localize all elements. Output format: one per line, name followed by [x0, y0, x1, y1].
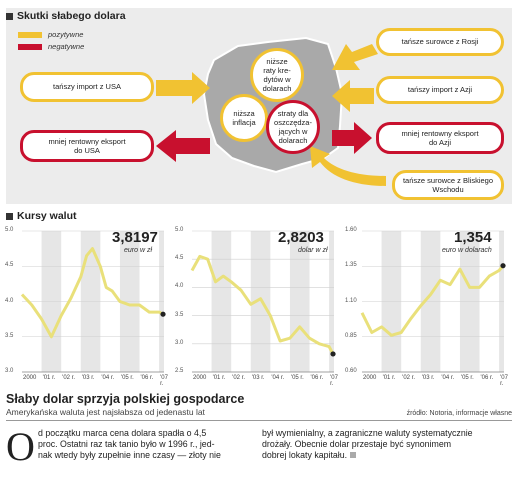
- last-value-dot: [330, 351, 335, 356]
- circle-savers-loss: [266, 100, 320, 154]
- legend-negative-swatch: [18, 44, 42, 50]
- box-export-usa-line2: do USA: [74, 146, 100, 155]
- divider: [6, 420, 512, 421]
- last-value-dot: [160, 312, 165, 317]
- circle-loan-rates-label: [263, 57, 292, 93]
- unit-label: euro w dolarach: [442, 247, 492, 254]
- chart-eur-pln: [4, 223, 170, 386]
- y-tick-label: 4.0: [5, 297, 14, 304]
- arrow-raw-russia: [332, 44, 378, 70]
- box-export-asia: [376, 122, 504, 154]
- article-title: Słaby dolar sprzyja polskiej gospodarce: [6, 392, 245, 406]
- chart-eur-usd: [344, 223, 510, 386]
- x-tick-label: '05 r.: [460, 375, 474, 381]
- circle-inflation-line1: niższa: [233, 109, 255, 118]
- rates-header-label: Kursy walut: [17, 210, 77, 222]
- circle-loan-rates-line1: niższe: [266, 57, 288, 66]
- y-tick-label: 5.0: [5, 227, 14, 233]
- circle-loan-rates-line3: dytów w: [263, 75, 291, 84]
- x-tick-label: '07 r.: [160, 375, 168, 387]
- current-value-label: 3,8197: [112, 229, 158, 246]
- chart-usd-pln: [174, 223, 340, 386]
- header-square-icon: [6, 13, 13, 20]
- y-tick-label: 0.85: [345, 332, 357, 339]
- col1-line-3: nak wtedy były zupełnie inne czasy — złoty nie: [38, 450, 221, 460]
- arrow-export-usa: [156, 130, 210, 162]
- x-tick-label: '02 r.: [62, 375, 75, 381]
- x-tick-label: '01 r.: [212, 375, 226, 381]
- y-tick-label: 1.60: [345, 227, 357, 233]
- source-note: źródło: Notoria, informacje własne: [406, 410, 512, 417]
- end-mark-icon: [350, 452, 356, 458]
- circle-loan-rates-line2: raty kre-: [263, 66, 291, 75]
- circle-inflation: [220, 94, 268, 142]
- effects-header-label: Skutki słabego dolara: [17, 10, 126, 22]
- x-tick-label: '04 r.: [101, 375, 115, 381]
- box-export-asia-line2: do Azji: [428, 138, 452, 147]
- x-tick-label: '07 r.: [330, 375, 338, 387]
- y-tick-label: 3.0: [5, 368, 14, 374]
- box-raw-middle-east: [392, 170, 504, 200]
- circle-loan-rates-line4: dolarach: [262, 84, 292, 93]
- box-import-usa-label: tańszy import z USA: [53, 82, 121, 92]
- box-export-usa-line1: mniej rentowny eksport: [48, 136, 126, 146]
- y-tick-label: 3.5: [5, 332, 14, 339]
- box-import-asia: [376, 76, 504, 104]
- box-raw-middle-east-label: [403, 176, 493, 195]
- y-tick-label: 0.60: [345, 368, 357, 374]
- legend-positive-swatch: [18, 32, 42, 38]
- circle-inflation-line2: inflacja: [232, 118, 256, 127]
- x-tick-label: 2000: [193, 375, 207, 381]
- box-raw-me-line1: tańsze surowce z Bliskiego: [402, 175, 494, 185]
- legend-positive-label: pozytywne: [48, 30, 84, 39]
- arrow-import-usa: [156, 72, 210, 104]
- unit-label: euro w zł: [124, 247, 153, 254]
- x-tick-label: '02 r.: [402, 375, 415, 381]
- article-column-1: [38, 428, 248, 461]
- y-tick-label: 4.5: [175, 255, 184, 262]
- col2-line-3-text: dobrej lokaty kapitału.: [262, 450, 348, 460]
- y-tick-label: 3.5: [175, 311, 184, 318]
- box-raw-me-line2: Wschodu: [432, 185, 464, 194]
- current-value-label: 1,354: [454, 229, 492, 246]
- circle-savers-line1: straty dla: [277, 109, 309, 118]
- article-column-2: [262, 428, 512, 461]
- effects-panel: [6, 8, 512, 204]
- y-tick-label: 4.0: [175, 283, 184, 290]
- year-band: [212, 231, 232, 372]
- legend-negative-label: negatywne: [48, 42, 85, 51]
- x-tick-label: '02 r.: [232, 375, 245, 381]
- y-tick-label: 4.5: [5, 262, 14, 269]
- x-tick-label: 2000: [23, 375, 37, 381]
- x-tick-label: '04 r.: [271, 375, 285, 381]
- col2-line-2: drożały. Obecnie dolar przestaje być synonimem: [262, 439, 452, 449]
- x-tick-label: '05 r.: [290, 375, 304, 381]
- x-tick-label: '05 r.: [120, 375, 134, 381]
- box-export-asia-line1: mniej rentowny eksport: [401, 128, 479, 138]
- last-value-dot: [500, 263, 505, 268]
- x-tick-label: '01 r.: [382, 375, 396, 381]
- col1-line-1: d początku marca cena dolara spadła o 4,5: [38, 428, 207, 438]
- col1-line-2: proc. Ostatni raz tak tanio było w 1996 r., jed-: [38, 439, 215, 449]
- box-export-usa-label: [48, 137, 125, 156]
- circle-inflation-label: [232, 109, 255, 127]
- circle-savers-line2: oszczędza-: [274, 118, 312, 127]
- legend-positive: [18, 30, 83, 39]
- box-raw-russia: [376, 28, 504, 56]
- y-tick-label: 1.35: [345, 262, 357, 269]
- box-import-asia-label: tańszy import z Azji: [407, 85, 473, 95]
- circle-savers-line3: jących w: [278, 127, 308, 136]
- y-tick-label: 2.5: [175, 368, 184, 374]
- col2-line-3: [262, 450, 512, 461]
- y-tick-label: 3.0: [175, 339, 184, 346]
- x-tick-label: '03 r.: [251, 375, 265, 381]
- legend-negative: [18, 42, 84, 51]
- x-tick-label: '01 r.: [42, 375, 56, 381]
- circle-savers-line4: dolarach: [278, 136, 308, 145]
- y-tick-label: 5.0: [175, 227, 184, 233]
- current-value-label: 2,8203: [278, 229, 324, 246]
- arrow-raw-middle-east: [310, 146, 386, 186]
- x-tick-label: '06 r.: [140, 375, 154, 381]
- x-tick-label: '06 r.: [480, 375, 494, 381]
- box-export-usa: [20, 130, 154, 162]
- circle-loan-rates: [250, 48, 304, 102]
- x-tick-label: '04 r.: [441, 375, 455, 381]
- y-tick-label: 1.10: [345, 297, 357, 304]
- col2-line-1: był wymienialny, a zagraniczne waluty systematycznie: [262, 428, 473, 438]
- drop-cap: O: [6, 424, 35, 469]
- rates-header: [6, 210, 77, 222]
- box-raw-russia-label: tańsze surowce z Rosji: [401, 37, 479, 47]
- effects-header: [6, 10, 126, 22]
- rates-header-square-icon: [6, 213, 13, 220]
- article-subtitle: Amerykańska waluta jest najsłabsza od jedenastu lat: [6, 407, 205, 417]
- x-tick-label: 2000: [363, 375, 377, 381]
- unit-label: dolar w zł: [298, 247, 328, 254]
- x-tick-label: '03 r.: [81, 375, 95, 381]
- x-tick-label: '07 r.: [500, 375, 508, 387]
- circle-savers-loss-label: [274, 109, 312, 145]
- x-tick-label: '06 r.: [310, 375, 324, 381]
- box-export-asia-label: [401, 129, 478, 148]
- box-import-usa: [20, 72, 154, 102]
- x-tick-label: '03 r.: [421, 375, 435, 381]
